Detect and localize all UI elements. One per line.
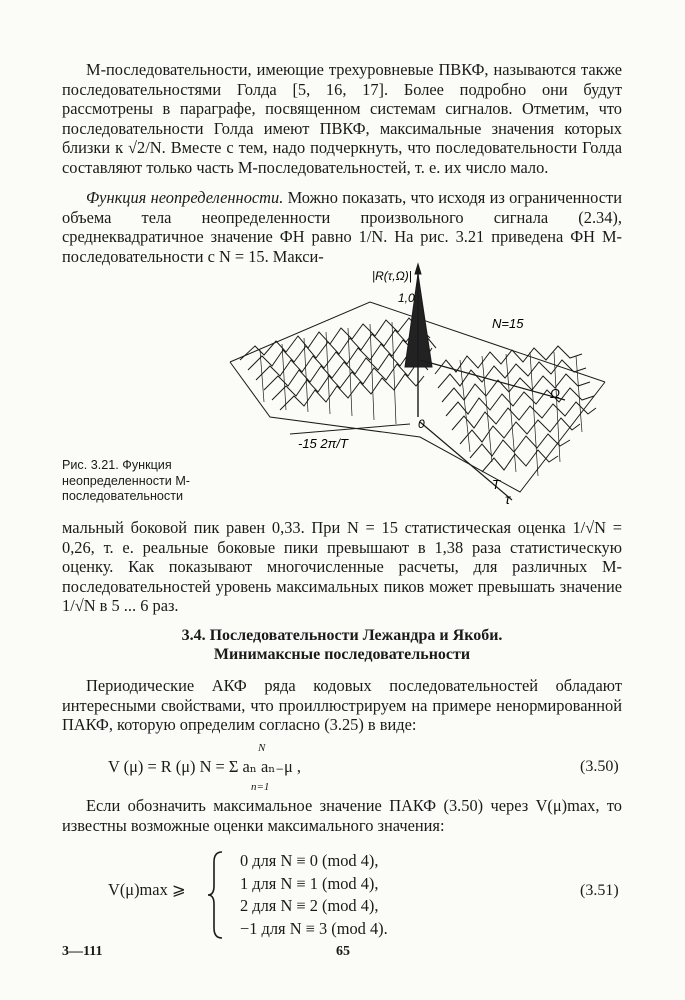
page-number: 65 <box>336 944 350 959</box>
paragraph-3-text: мальный боковой пик равен 0,33. При N = 15 статистическая оценка 1/√N = 0,26, т. е. реальные боковые пики превышают в 1,38 раза статистическую оценку. Как показывают многочисленные расчеты, для различных M-последовательностей уровень максимальных пиков может превышать значение 1/√N в 5 ... 6 раз. <box>62 518 622 616</box>
sum-lower-limit: n=1 <box>251 781 270 793</box>
equation-number-3-51: (3.51) <box>580 882 619 899</box>
axis-label-one: 1,0 <box>398 291 415 305</box>
equation-number-3-50: (3.50) <box>580 758 619 775</box>
paragraph-2 <box>62 188 622 266</box>
equation-3-50-text: V (μ) = R (μ) N = Σ aₙ aₙ₋μ , <box>108 757 301 776</box>
case-mod-0: 0 для N ≡ 0 (mod 4), <box>240 851 379 870</box>
paragraph-periodic-acf <box>62 676 622 735</box>
section-title <box>62 626 622 665</box>
label-t: T <box>492 477 500 492</box>
r-axis-arrow <box>415 264 421 274</box>
figure-caption: Рис. 3.21. Функция неопределенности M-последовательности <box>62 458 190 504</box>
figure-3-21 <box>220 262 660 512</box>
paragraph-1-text: M-последовательности, имеющие трехуровневые ПВКФ, называются также последовательностями Голда [5, 16, 17]. Более подробно они будут рассмотрены в параграфе, посвященном системам сигналов. Отметим, что последовательности Голда имеют ПВКФ, максимальные значения которых близки к √2/N. Вместе с тем, надо подчеркнуть, что последовательности Голда составляют только часть M-последовательностей, т. е. их число мало. <box>62 60 622 177</box>
section-title-line-1: 3.4. Последовательности Лежандра и Якоби. <box>181 627 503 644</box>
paragraph-max-estimate <box>62 796 622 835</box>
left-brace <box>206 850 226 940</box>
label-n-15: N=15 <box>492 316 524 331</box>
equation-3-51-cases <box>240 850 388 940</box>
paragraph-ambiguity-function <box>62 188 622 266</box>
axis-label-r: |R(τ,Ω)| <box>372 269 412 283</box>
freq-marker <box>290 424 410 434</box>
sum-upper-limit: N <box>258 742 266 754</box>
paragraph-gold-sequences <box>62 60 622 178</box>
equation-3-50 <box>108 757 301 777</box>
section-title-line-2: Минимаксные последовательности <box>213 646 471 664</box>
label-frequency: -15 2π/T <box>298 436 348 451</box>
label-zero: 0 <box>418 417 425 431</box>
paragraph-5-text: Если обозначить максимальное значение ПАКФ (3.50) через V(μ)max, то известны возможные оценки максимального значения: <box>62 796 622 835</box>
case-mod-3: −1 для N ≡ 3 (mod 4). <box>240 918 388 938</box>
footer-signature: 3—111 <box>62 944 103 959</box>
term-ambiguity-function: Функция неопределенности. <box>86 188 284 207</box>
label-omega: Ω <box>550 386 560 401</box>
case-mod-2: 2 для N ≡ 2 (mod 4), <box>240 896 379 915</box>
paragraph-side-peaks <box>62 518 622 616</box>
paragraph-2-text: Можно показать, что исходя из ограниченности объема тела неопределенности произвольного сигнала (2.34), среднеквадратичное значение ФН равно 1/N. На рис. 3.21 приведена ФН M-последовательности с N = 15. Макси- <box>62 188 622 266</box>
paragraph-4-text: Периодические АКФ ряда кодовых последовательностей обладают интересными свойствами, что проиллюстрируем на примере ненормированной ПАКФ, которую определим согласно (3.25) в виде: <box>62 676 622 735</box>
label-tau: τ <box>505 491 511 507</box>
equation-3-51-lhs: V(μ)max ⩾ <box>108 880 186 899</box>
case-mod-1: 1 для N ≡ 1 (mod 4), <box>240 873 379 893</box>
